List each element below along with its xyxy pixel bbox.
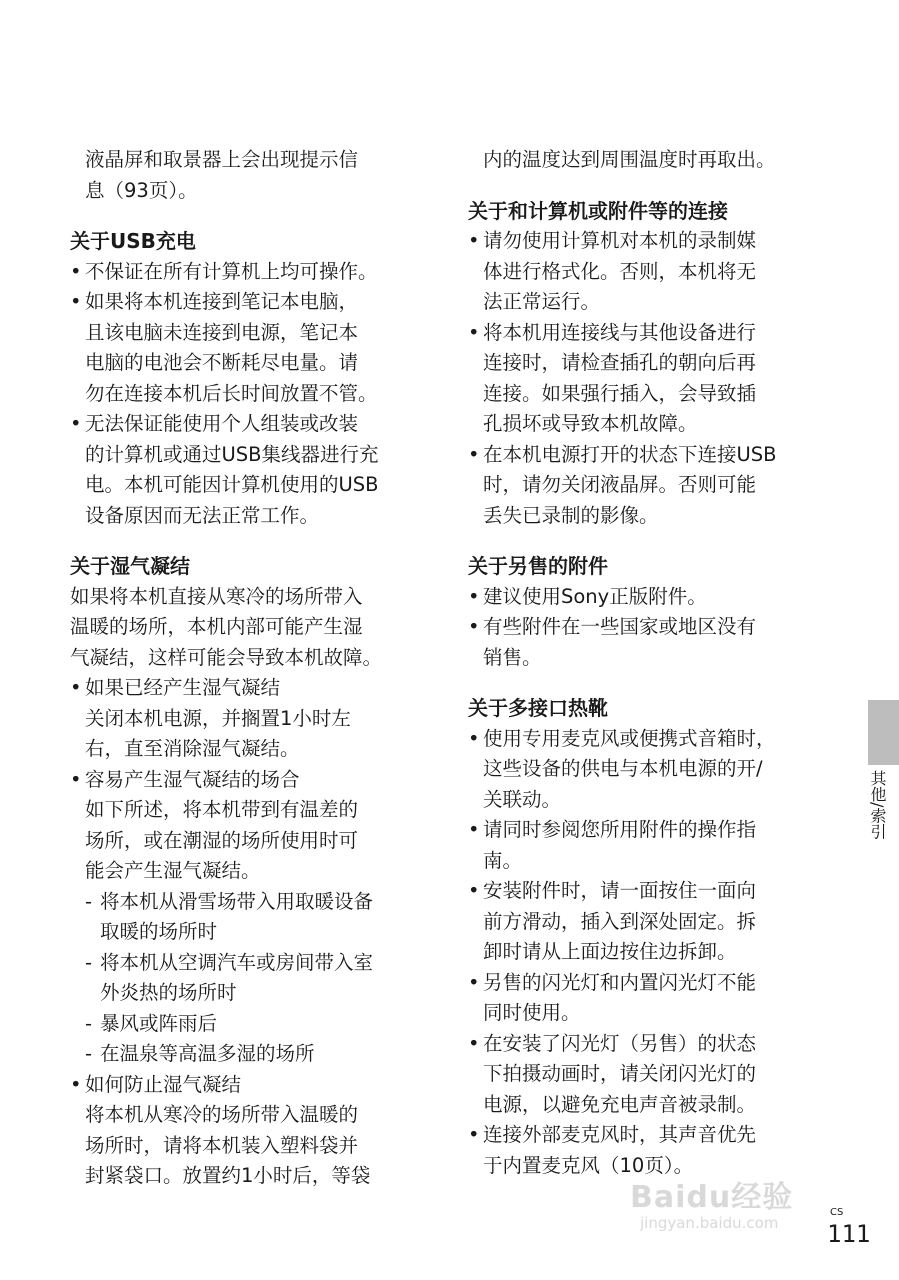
text-line: 关闭本机电源，并搁置1小时左 — [85, 706, 351, 730]
bullet-item: • 请勿使用计算机对本机的录制媒 — [468, 226, 813, 257]
bullet-item: • 如果将本机连接到笔记本电脑， — [70, 287, 415, 318]
text-line: 温暖的场所，本机内部可能产生湿 — [70, 615, 363, 638]
bullet-item: • 不保证在所有计算机上均可操作。 — [70, 257, 415, 288]
text-line: 孔损坏或导致本机故障。 — [483, 412, 698, 435]
bullet-item: • 使用专用麦克风或便携式音箱时， — [468, 724, 813, 755]
bullet-item: • 在本机电源打开的状态下连接USB — [468, 440, 813, 471]
section-gap — [468, 673, 813, 683]
section-gap — [468, 176, 813, 186]
language-code: CS — [830, 1207, 844, 1218]
section-heading: 关于USB充电 — [70, 229, 196, 253]
section-gap — [70, 206, 415, 216]
bullet-item: • 建议使用Sony正版附件。 — [468, 582, 813, 613]
text-line: 如下所述，将本机带到有温差的 — [85, 798, 359, 821]
text-line: 液晶屏和取景器上会出现提示信 — [85, 148, 359, 171]
section-heading: 关于多接口热靴 — [468, 696, 608, 720]
text-line: 且该电脑未连接到电源，笔记本 — [85, 320, 359, 344]
text-line: 场所，或在潮湿的场所使用时可 — [85, 828, 359, 852]
text-line: 电。本机可能因计算机使用的USB — [85, 473, 379, 496]
section-gap — [468, 531, 813, 541]
dash-item: - 将本机从空调汽车或房间带入室 — [70, 948, 415, 979]
text-line: 右，直至消除湿气凝结。 — [85, 737, 300, 760]
text-line: 电脑的电池会不断耗尽电量。请 — [85, 351, 359, 374]
text-line: 法正常运行。 — [483, 290, 601, 313]
section-tab — [868, 700, 899, 765]
text-line: 体进行格式化。否则，本机将无 — [483, 259, 757, 283]
text-line: 内的温度达到周围温度时再取出。 — [483, 148, 776, 171]
text-line: 这些设备的供电与本机电源的开/ — [483, 757, 763, 780]
text-line: 关联动。 — [483, 787, 562, 811]
bullet-item: • 有些附件在一些国家或地区没有 — [468, 612, 813, 643]
text-line: 勿在连接本机后长时间放置不管。 — [85, 381, 378, 405]
text-line: 场所时，请将本机装入塑料袋并 — [85, 1133, 359, 1157]
text-line: 的计算机或通过USB集线器进行充 — [85, 442, 379, 466]
text-line: 前方滑动，插入到深处固定。拆 — [483, 909, 757, 933]
bullet-item: • 如何防止湿气凝结 — [70, 1070, 415, 1101]
text-line: 销售。 — [483, 645, 542, 669]
text-line: 取暖的场所时 — [100, 920, 218, 943]
bullet-item: • 在安装了闪光灯（另售）的状态 — [468, 1029, 813, 1060]
watermark-url: jingyan.baidu.com — [640, 1214, 779, 1232]
bullet-item: • 另售的闪光灯和内置闪光灯不能 — [468, 968, 813, 999]
dash-item: - 在温泉等高温多湿的场所 — [70, 1039, 415, 1070]
page-number: 111 — [827, 1220, 871, 1248]
dash-item: - 暴风或阵雨后 — [70, 1009, 415, 1040]
bullet-item: • 请同时参阅您所用附件的操作指 — [468, 815, 813, 846]
text-line: 设备原因而无法正常工作。 — [85, 503, 320, 527]
text-line: 同时使用。 — [483, 1001, 581, 1024]
right-column — [468, 145, 813, 1181]
text-line: 下拍摄动画时，请关闭闪光灯的 — [483, 1062, 757, 1085]
text-line: 封紧袋口。放置约1小时后，等袋 — [85, 1164, 371, 1187]
section-gap — [70, 531, 415, 541]
text-line: 气凝结，这样可能会导致本机故障。 — [70, 645, 383, 669]
text-line: 息（93页）。 — [85, 178, 198, 202]
text-line: 外炎热的场所时 — [100, 981, 237, 1004]
section-heading: 关于湿气凝结 — [70, 554, 190, 578]
bullet-item: • 无法保证能使用个人组装或改装 — [70, 409, 415, 440]
dash-item: - 将本机从滑雪场带入用取暖设备 — [70, 887, 415, 918]
text-line: 电源，以避免充电声音被录制。 — [483, 1092, 757, 1116]
bullet-item: • 连接外部麦克风时，其声音优先 — [468, 1120, 813, 1151]
text-line: 卸时请从上面边按住边拆卸。 — [483, 940, 737, 963]
text-line: 时，请勿关闭液晶屏。否则可能 — [483, 473, 757, 496]
left-column — [70, 145, 415, 1192]
watermark-logo: Baidu经验 — [630, 1180, 794, 1215]
text-line: 将本机从寒冷的场所带入温暖的 — [85, 1103, 359, 1126]
text-line: 能会产生湿气凝结。 — [85, 859, 261, 882]
text-line: 连接时，请检查插孔的朝向后再 — [483, 351, 757, 374]
text-line: 南。 — [483, 848, 523, 872]
bullet-item: • 如果已经产生湿气凝结 — [70, 673, 415, 704]
text-line: 连接。如果强行插入，会导致插 — [483, 381, 757, 405]
text-line: 于内置麦克风（10页）。 — [483, 1153, 694, 1177]
section-heading: 关于另售的附件 — [468, 554, 608, 578]
side-section-label: 其他/索引 — [868, 770, 887, 840]
section-heading: 关于和计算机或附件等的连接 — [468, 198, 728, 223]
bullet-item: • 容易产生湿气凝结的场合 — [70, 765, 415, 796]
bullet-item: • 安装附件时，请一面按住一面向 — [468, 876, 813, 907]
bullet-item: • 将本机用连接线与其他设备进行 — [468, 318, 813, 349]
text-line: 丢失已录制的影像。 — [483, 503, 659, 527]
text-line: 如果将本机直接从寒冷的场所带入 — [70, 584, 363, 608]
